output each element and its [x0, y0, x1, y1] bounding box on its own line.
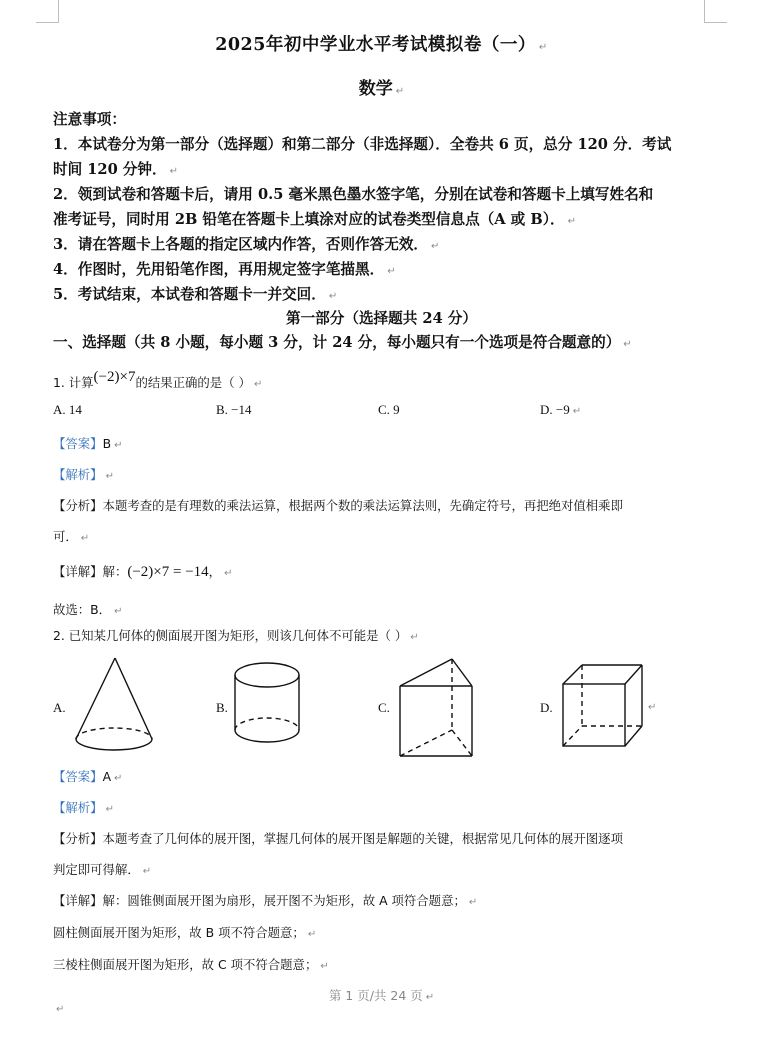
triangular-prism-icon [397, 656, 477, 760]
return-mark-icon: ↵ [395, 86, 405, 97]
notes-item-4: 4．作图时，先用铅笔作图，再用规定签字笔描黑． ↵ [53, 261, 396, 278]
q2-analysis-line-2: 判定即可得解． ↵ [53, 862, 152, 877]
notes-item-2: 2．领到试卷和答题卡后，请用 0.5 毫米黑色墨水签字笔，分别在试卷和答题卡上填写姓名和 [53, 186, 654, 203]
q1-analysis-line-2: 可． ↵ [53, 529, 90, 544]
notes-item-1-cont: 时间 120 分钟． ↵ [53, 161, 178, 178]
notes-item-5: 5．考试结束，本试卷和答题卡一并交回． ↵ [53, 286, 338, 303]
q1-conclusion: 故选：B． ↵ [53, 602, 123, 617]
q1-option-b: B. −14 [216, 402, 252, 417]
crop-mark-top-right [704, 0, 727, 23]
q1-analysis-label: 【解析】 ↵ [53, 467, 114, 482]
q1-answer: 【答案】B ↵ [53, 436, 123, 451]
q2-analysis-label: 【解析】 ↵ [53, 800, 114, 815]
q2-option-a-label: A. [53, 700, 66, 715]
q1-detail: 【详解】解：(−2)×7 = −14， ↵ [53, 564, 233, 580]
notes-item-2-cont: 准考证号，同时用 2B 铅笔在答题卡上填涂对应的试卷类型信息点（A 或 B）． ↵ [53, 211, 576, 228]
notes-heading: 注意事项： [53, 111, 126, 128]
cone-icon [72, 655, 162, 755]
q1-analysis-line-1: 【分析】本题考查的是有理数的乘法运算，根据两个数的乘法运算法则，先确定符号，再把绝对值相乘即 [53, 498, 623, 513]
q2-option-b-label: B. [216, 700, 228, 715]
q2-option-d-label: D. [540, 700, 553, 715]
answer-label: 【答案】 [53, 769, 103, 784]
q1-option-a: A. 14 [53, 402, 82, 417]
section-heading: 一、选择题（共 8 小题，每小题 3 分，计 24 分，每小题只有一个选项是符合题意的） ↵ [53, 334, 632, 351]
q2-answer: 【答案】A ↵ [53, 769, 123, 784]
exam-subject: 数学 ↵ [358, 79, 405, 99]
exam-title: 2025年初中学业水平考试模拟卷（一） ↵ [215, 35, 548, 55]
q1-stem: 1. 计算$^{(-2)\times 7}$的结果正确的是（ ） ↵ [53, 369, 263, 390]
q1-option-c: C. 9 [378, 402, 400, 417]
q1-option-d: D. −9 ↵ [540, 402, 582, 417]
answer-label: 【答案】 [53, 436, 103, 451]
q2-analysis-line-1: 【分析】本题考查了几何体的展开图，掌握几何体的展开图是解题的关键，根据常见几何体的展开图逐项 [53, 831, 623, 846]
part-one-title: 第一部分（选择题共 24 分） [285, 310, 477, 327]
notes-item-3: 3．请在答题卡上各题的指定区域内作答，否则作答无效． ↵ [53, 236, 440, 253]
q1-expression: (−2)×7 [93, 369, 136, 385]
page-footer: 第 1 页/共 24 页 ↵ [328, 988, 435, 1003]
q2-detail-line-3: 三棱柱侧面展开图为矩形，故 C 项不符合题意； ↵ [53, 957, 329, 972]
notes-item-1: 1．本试卷分为第一部分（选择题）和第二部分（非选择题）．全卷共 6 页，总分 120 分．考试 [53, 136, 672, 153]
q2-option-c-label: C. [378, 700, 390, 715]
crop-mark-top-left [36, 0, 59, 23]
cylinder-icon [233, 660, 305, 760]
q1-detail-expression: (−2)×7 = −14 [127, 564, 209, 580]
q2-detail-line-1: 【详解】解：圆锥侧面展开图为扇形，展开图不为矩形，故 A 项符合题意； ↵ [53, 893, 478, 908]
q2-detail-line-2: 圆柱侧面展开图为矩形，故 B 项不符合题意； ↵ [53, 925, 317, 940]
return-mark-icon: ↵ [538, 42, 548, 53]
cube-icon [560, 662, 646, 752]
q2-stem: 2. 已知某几何体的侧面展开图为矩形，则该几何体不可能是（ ） ↵ [53, 628, 419, 643]
return-mark-icon: ↵ [56, 1004, 65, 1015]
return-mark-icon: ↵ [648, 702, 657, 713]
